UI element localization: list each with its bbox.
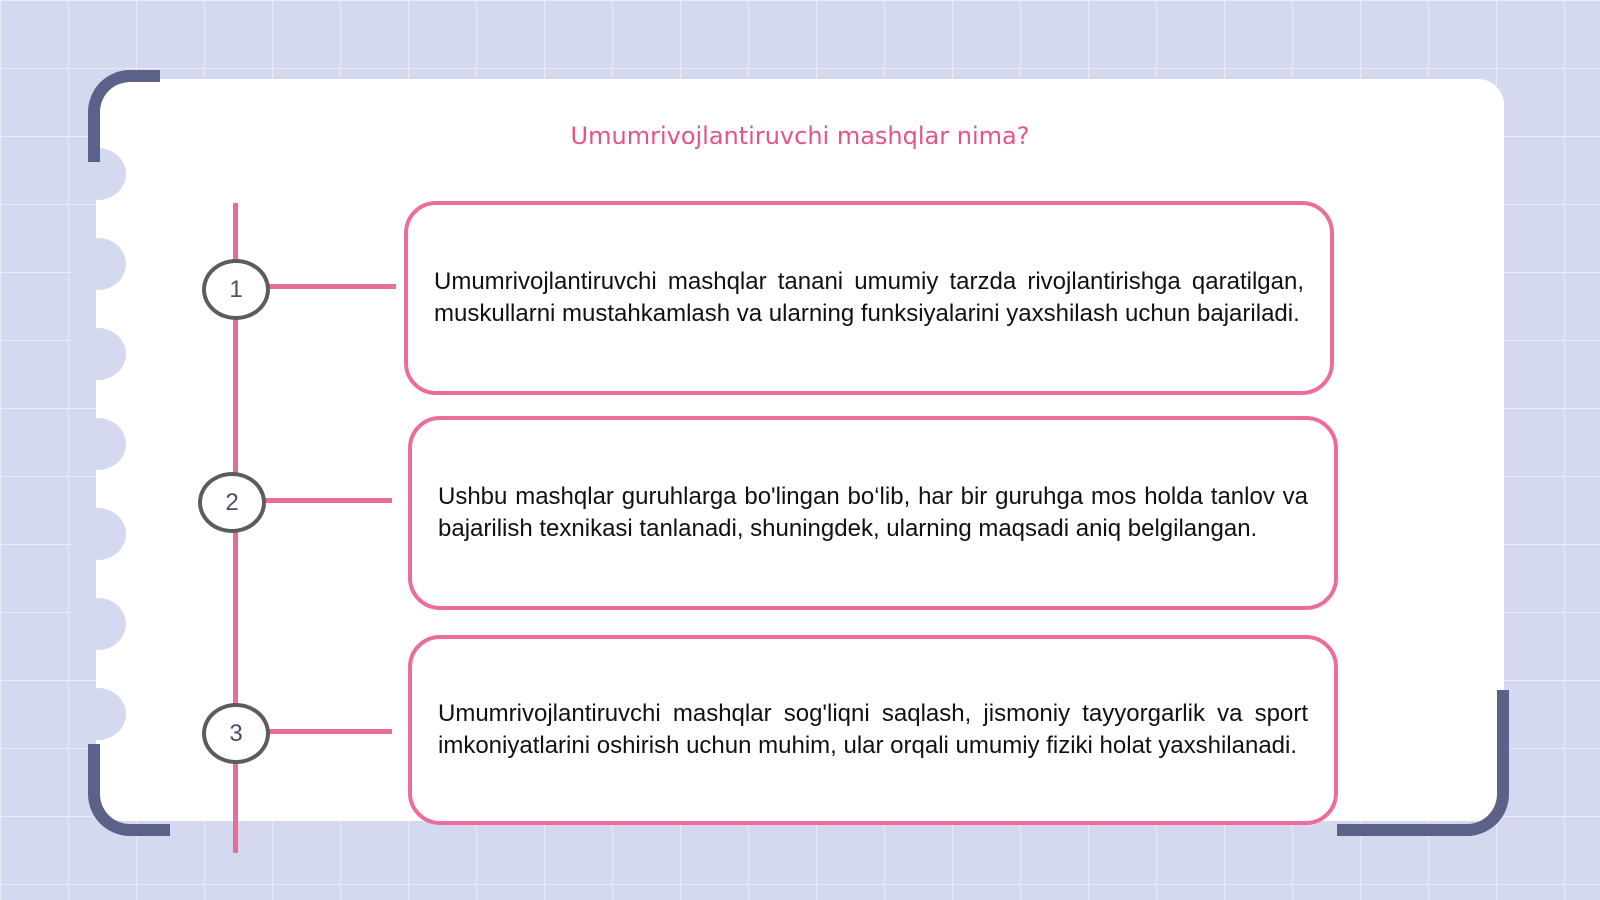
info-text-2: Ushbu mashqlar guruhlarga bo'lingan bo‘lib, har bir guruhga mos holda tanlov va bajarilish texnikasi tanlanadi, shuningdek, ularning maqsadi aniq belgilangan. xyxy=(438,483,1308,542)
slide-title: Umumrivojlantiruvchi mashqlar nima? xyxy=(570,122,1030,150)
card-notch xyxy=(70,598,126,650)
info-text-3: Umumrivojlantiruvchi mashqlar sog'liqni saqlash, jismoniy tayyorgarlik va sport imkoniyatlarini oshirish uchun muhim, ular orqali umumiy fiziki holat yaxshilanadi. xyxy=(438,700,1308,759)
card-notch xyxy=(70,238,126,290)
timeline-connector xyxy=(266,729,392,734)
info-box-2 xyxy=(408,416,1338,610)
step-number-1: 1 xyxy=(202,259,270,320)
card-notch xyxy=(70,508,126,560)
step-number-2: 2 xyxy=(198,472,266,533)
step-number-3: 3 xyxy=(202,703,270,764)
info-box-3 xyxy=(408,635,1338,825)
card-notch xyxy=(70,418,126,470)
info-text-1: Umumrivojlantiruvchi mashqlar tanani umumiy tarzda rivojlantirishga qaratilgan, muskullarni mustahkamlash va ularning funksiyalarini yaxshilash uchun bajariladi. xyxy=(434,268,1304,327)
info-box-1 xyxy=(404,201,1334,395)
card-notch xyxy=(70,688,126,740)
timeline-connector xyxy=(262,498,392,503)
timeline-connector xyxy=(266,284,396,289)
card-notch xyxy=(70,328,126,380)
frame-corner-bottom-right xyxy=(1337,690,1509,836)
frame-corner-bottom-left xyxy=(88,744,170,836)
